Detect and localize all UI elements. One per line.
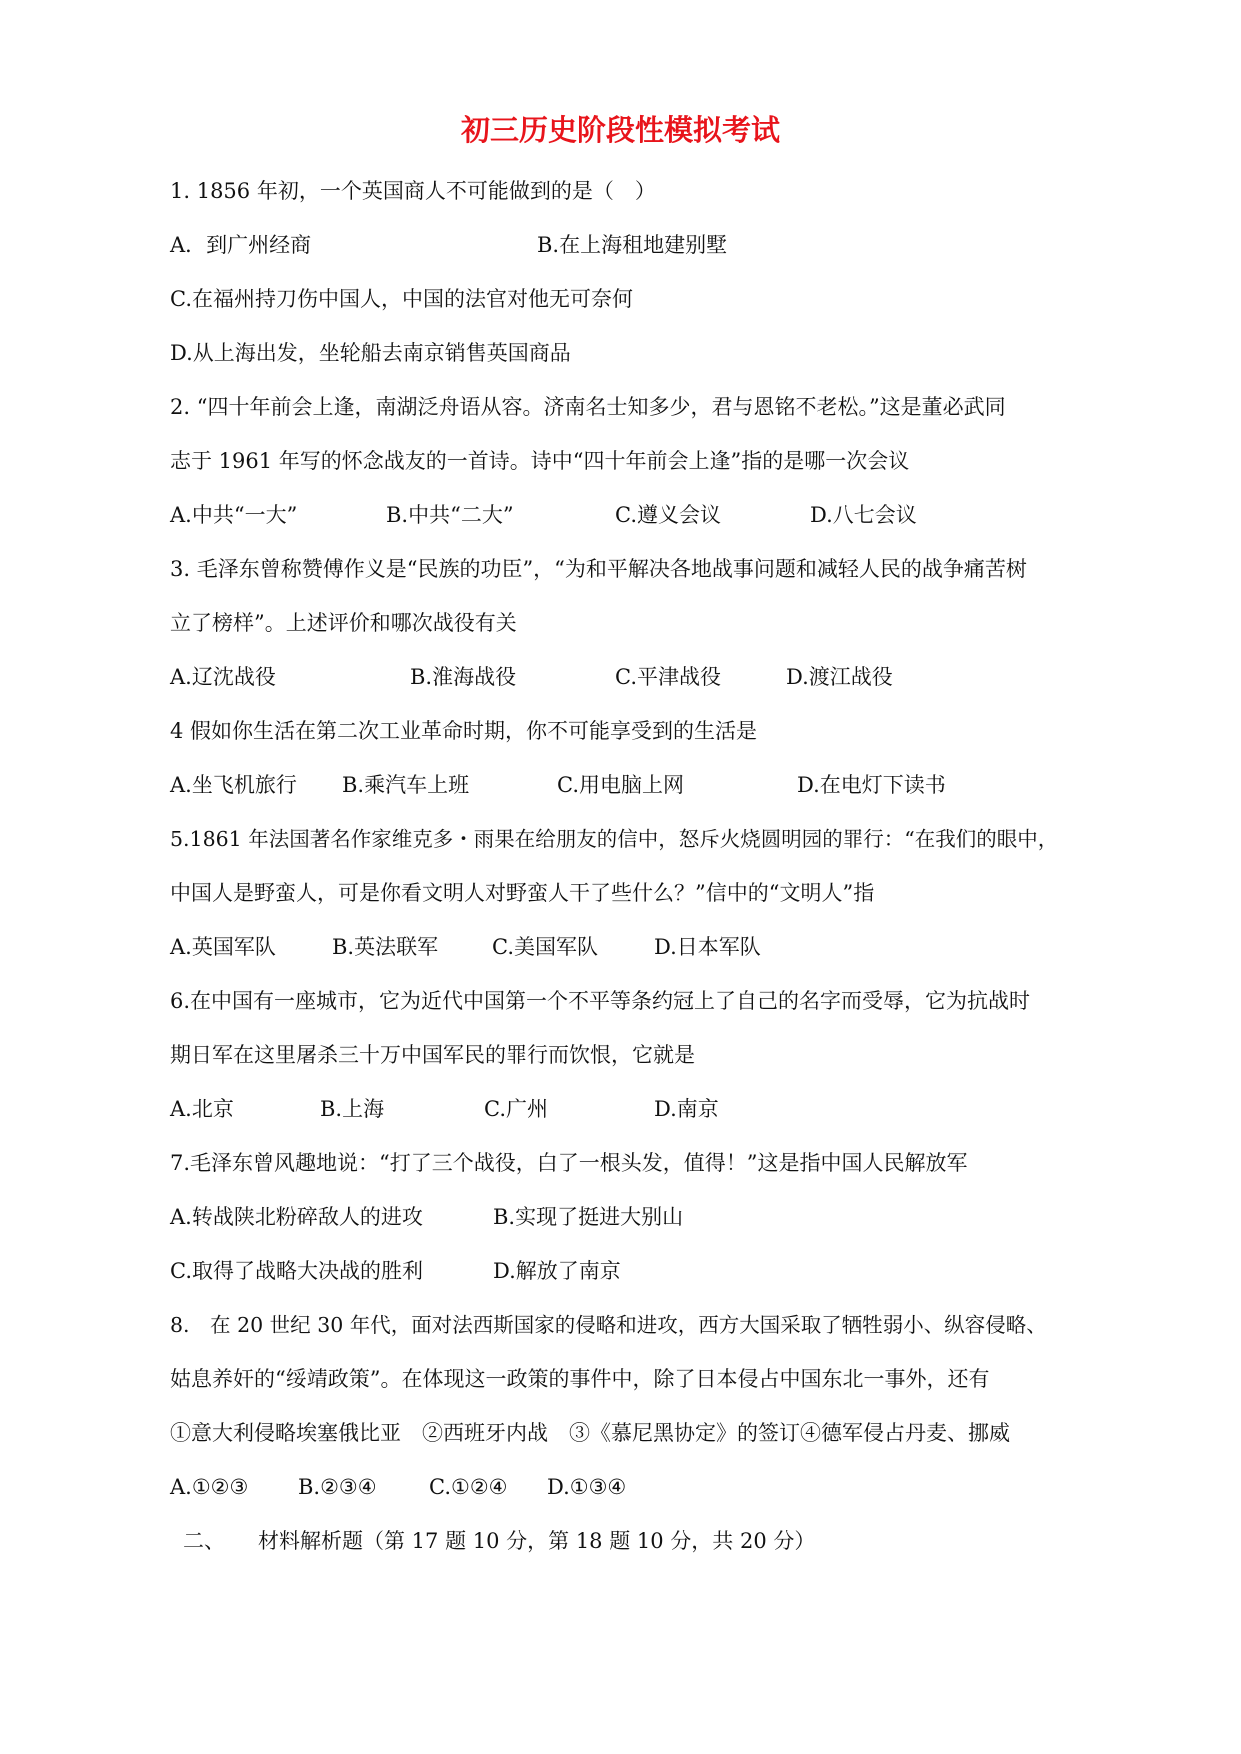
section-2-title: 材料解析题（第 17 题 10 分，第 18 题 10 分，共 20 分） (258, 1529, 816, 1553)
q7-option-c: C.取得了战略大决战的胜利 (170, 1259, 423, 1283)
q6-stem-line2: 期日军在这里屠杀三十万中国军民的罪行而饮恨，它就是 (170, 1043, 695, 1067)
q7-option-d: D.解放了南京 (493, 1259, 621, 1283)
q6-option-b: B.上海 (320, 1097, 385, 1121)
q2-option-c: C.遵义会议 (615, 503, 721, 527)
q2-option-b: B.中共“二大” (386, 503, 514, 527)
q3-stem-line1: 3. 毛泽东曾称赞傅作义是“民族的功臣”，“为和平解决各地战事问题和减轻人民的战争痛苦树 (170, 557, 1027, 581)
q6-stem-line1: 6.在中国有一座城市，它为近代中国第一个不平等条约冠上了自己的名字而受辱，它为抗战时 (170, 989, 1031, 1013)
q4-option-b: B.乘汽车上班 (342, 773, 470, 797)
q5-stem-line1: 5.1861 年法国著名作家维克多・雨果在给朋友的信中，怒斥火烧圆明园的罪行：“在我们的眼中， (170, 827, 1059, 851)
q1-option-c: C.在福州持刀伤中国人，中国的法官对他无可奈何 (170, 287, 633, 311)
q6-option-c: C.广州 (484, 1097, 548, 1121)
q2-option-d: D.八七会议 (810, 503, 917, 527)
q5-stem-line2: 中国人是野蛮人，可是你看文明人对野蛮人干了些什么？”信中的“文明人”指 (170, 881, 875, 905)
q3-option-b: B.淮海战役 (410, 665, 517, 689)
q8-option-d: D.①③④ (547, 1475, 627, 1499)
q4-option-a: A.坐飞机旅行 (170, 773, 297, 797)
q3-option-a: A.辽沈战役 (170, 665, 276, 689)
q4-stem: 4 假如你生活在第二次工业革命时期，你不可能享受到的生活是 (170, 719, 758, 743)
q6-option-d: D.南京 (654, 1097, 719, 1121)
q1-option-d: D.从上海出发，坐轮船去南京销售英国商品 (170, 341, 571, 365)
q8-option-c: C.①②④ (429, 1475, 508, 1499)
q1-option-a: A．到广州经商 (170, 233, 312, 257)
q5-option-a: A.英国军队 (170, 935, 276, 959)
q2-stem-line1: 2. “四十年前会上逢，南湖泛舟语从容。济南名士知多少，君与恩铭不老松。”这是董必武同 (170, 395, 1006, 419)
q8-stem-line1: 8. 在 20 世纪 30 年代，面对法西斯国家的侵略和进攻，西方大国采取了牺牲弱小、纵容侵略、 (170, 1313, 1047, 1337)
q1-option-b: B.在上海租地建别墅 (537, 233, 728, 257)
q3-option-d: D.渡江战役 (786, 665, 893, 689)
q1-stem: 1. 1856 年初，一个英国商人不可能做到的是（ ） (170, 179, 656, 203)
q5-option-d: D.日本军队 (654, 935, 761, 959)
exam-title: 初三历史阶段性模拟考试 (460, 113, 780, 147)
q5-option-b: B.英法联军 (332, 935, 439, 959)
q5-option-c: C.美国军队 (492, 935, 598, 959)
q8-option-a: A.①②③ (170, 1475, 249, 1499)
q3-option-c: C.平津战役 (615, 665, 721, 689)
q4-option-d: D.在电灯下读书 (797, 773, 946, 797)
q7-option-b: B.实现了挺进大别山 (493, 1205, 684, 1229)
q8-stem-line2: 姑息养奸的“绥靖政策”。在体现这一政策的事件中，除了日本侵占中国东北一事外，还有 (170, 1367, 990, 1391)
q7-option-a: A.转战陕北粉碎敌人的进攻 (170, 1205, 423, 1229)
section-2-number: 二、 (183, 1529, 225, 1553)
q8-option-b: B.②③④ (298, 1475, 377, 1499)
q7-stem: 7.毛泽东曾风趣地说：“打了三个战役，白了一根头发，值得！”这是指中国人民解放军 (170, 1151, 968, 1175)
q8-event-list: ①意大利侵略埃塞俄比亚 ②西班牙内战 ③《慕尼黑协定》的签订④德军侵占丹麦、挪威 (170, 1421, 1010, 1445)
q3-stem-line2: 立了榜样”。上述评价和哪次战役有关 (170, 611, 517, 635)
q6-option-a: A.北京 (170, 1097, 234, 1121)
q2-option-a: A.中共“一大” (170, 503, 298, 527)
q4-option-c: C.用电脑上网 (557, 773, 684, 797)
q2-stem-line2: 志于 1961 年写的怀念战友的一首诗。诗中“四十年前会上逢”指的是哪一次会议 (170, 449, 910, 473)
